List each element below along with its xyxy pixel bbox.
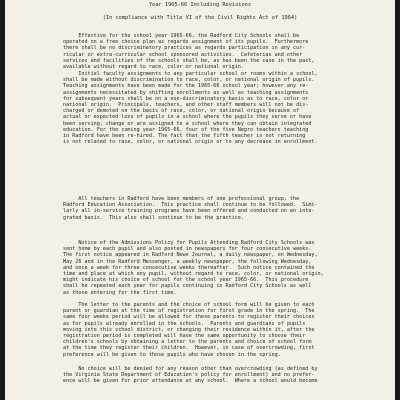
text-line: larly all in-service training programs have been offered and conducted on an inte-: [63, 208, 315, 215]
text-line: ricular or extra-curricular school sponsored activities. Cafeterias and other: [63, 51, 303, 58]
text-line: Notice of the Admissions Policy for Pupils Attending Radford City Schools was: [63, 240, 315, 246]
text-line: national origin. Principals, teachers, and other staff members will not be dis-: [63, 101, 309, 108]
text-line: sent home by each pupil and also posted in newspapers for four consecutive weeks.: [63, 246, 312, 253]
text-line: the Virginia State Department of Education's policy for enrollment) and no prefer-: [63, 372, 315, 379]
text-line: parent or guardian at the time of registration for first grade in the spring. The: [63, 308, 315, 315]
text-line: as for pupils already enrolled in the schools. Parents and guardians of pupils: [63, 320, 306, 327]
text-line: operated on a free choice plan as regards assignment of its pupils. Furthermore: [63, 39, 309, 46]
text-line: services and facilities of the schools shall be, as has been the case in the past,: [63, 57, 315, 64]
text-line: at the time they register their children. However, in case of overcrowding, first: [63, 345, 315, 352]
text-line: children's schools by obtaining a letter to the parents and choice of school form: [63, 339, 312, 346]
paragraph: [63, 302, 359, 358]
text-line: available without regard to race, color or national origin.: [63, 63, 244, 70]
document-title: Year 1965-66 Including Revisions: [148, 2, 252, 8]
text-line: for subsequent years shall be on a non-discriminatory basis as to race, color or: [63, 95, 309, 102]
text-line: Radford Education Association. This practice shall continue to be followed. Simi-: [63, 202, 318, 209]
text-line: Initial faculty assignments to any particular school or rooms within a school,: [63, 71, 318, 77]
text-line: shall be made without discrimination to race, color, or national origin of pupils.: [63, 77, 315, 84]
text-line: preference will be given to those pupils who have chosen in the spring.: [63, 351, 281, 358]
text-line: time and place at which any pupil, without regard to race, color, or national origin,: [63, 270, 324, 277]
text-line: actual or expected loss of pupils in a school where the pupils they serve or have: [63, 114, 312, 121]
text-line: education. For the coming year 1965-66, four of the five Negro teachers teaching: [63, 126, 309, 133]
paragraph: [63, 366, 359, 385]
text-line: No choice will be denied for any reason other than overcrowding (as defined by: [63, 366, 318, 372]
text-line: The letter to the parents and the choice of school form will be given to each: [63, 302, 315, 308]
text-line: and once a week for three consecutive weeks thereafter. Such notice contained the: [63, 264, 315, 271]
text-line: registration period is completed will have the same opportunity to choose their: [63, 332, 306, 339]
text-line: charged or demoted on the basis of race, color, or national origin because of: [63, 108, 300, 115]
text-line: is not related to race, color, or national origin or to any decrease in enrollment.: [63, 139, 318, 146]
text-line: ence will be given for prior attendance at any school. Where a school would become: [63, 378, 318, 385]
document-subtitle: (In compliance with Title VI of the Civil Rights Act of 1964): [102, 15, 298, 21]
text-line: Effective for the school year 1965-66, the Radford City Schools shall be: [63, 33, 300, 39]
paragraph: [63, 196, 359, 221]
paragraph: [63, 33, 359, 70]
text-line: The first notice appeared in Radford News Journal, a daily newspaper, on Wednesday,: [63, 252, 318, 259]
paragraph: [63, 240, 359, 296]
text-line: shall be repeated each year for pupils continuing in Radford City Schools as well: [63, 283, 312, 290]
text-line: grated basis. This also shall continue to be the practice.: [63, 214, 244, 221]
text-line: moving into this school district, or changing their residence within it, after the: [63, 326, 315, 333]
text-line: same four weeks period will be allowed for these parents to register their choices: [63, 314, 315, 321]
text-line: in Radford have been re-hired. The fact that the fifth teacher is not returning: [63, 132, 306, 139]
document-page: [5, 0, 395, 400]
text-line: been serving, change or are assigned to a school where they can obtain integrated: [63, 120, 312, 127]
text-line: Teaching assignments have been made for the 1965-66 school year; however any re-: [63, 83, 309, 90]
text-line: assignments necessitated by shifting enrollments as well as teaching assignments: [63, 89, 309, 96]
paragraph: [63, 71, 359, 145]
text-line: May 26 and in the Radford Messenger, a weekly newspaper, the following Wednesday,: [63, 258, 312, 265]
text-line: there shall be no discriminatory practices as regards participation in any cur-: [63, 45, 306, 52]
text-line: All teachers in Radford have been members of one professional group, the: [63, 196, 300, 202]
text-line: as those entering for the first time.: [63, 289, 177, 296]
text-line: might indicate his choice of school for the school year 1965-66. This procedure: [63, 277, 309, 284]
